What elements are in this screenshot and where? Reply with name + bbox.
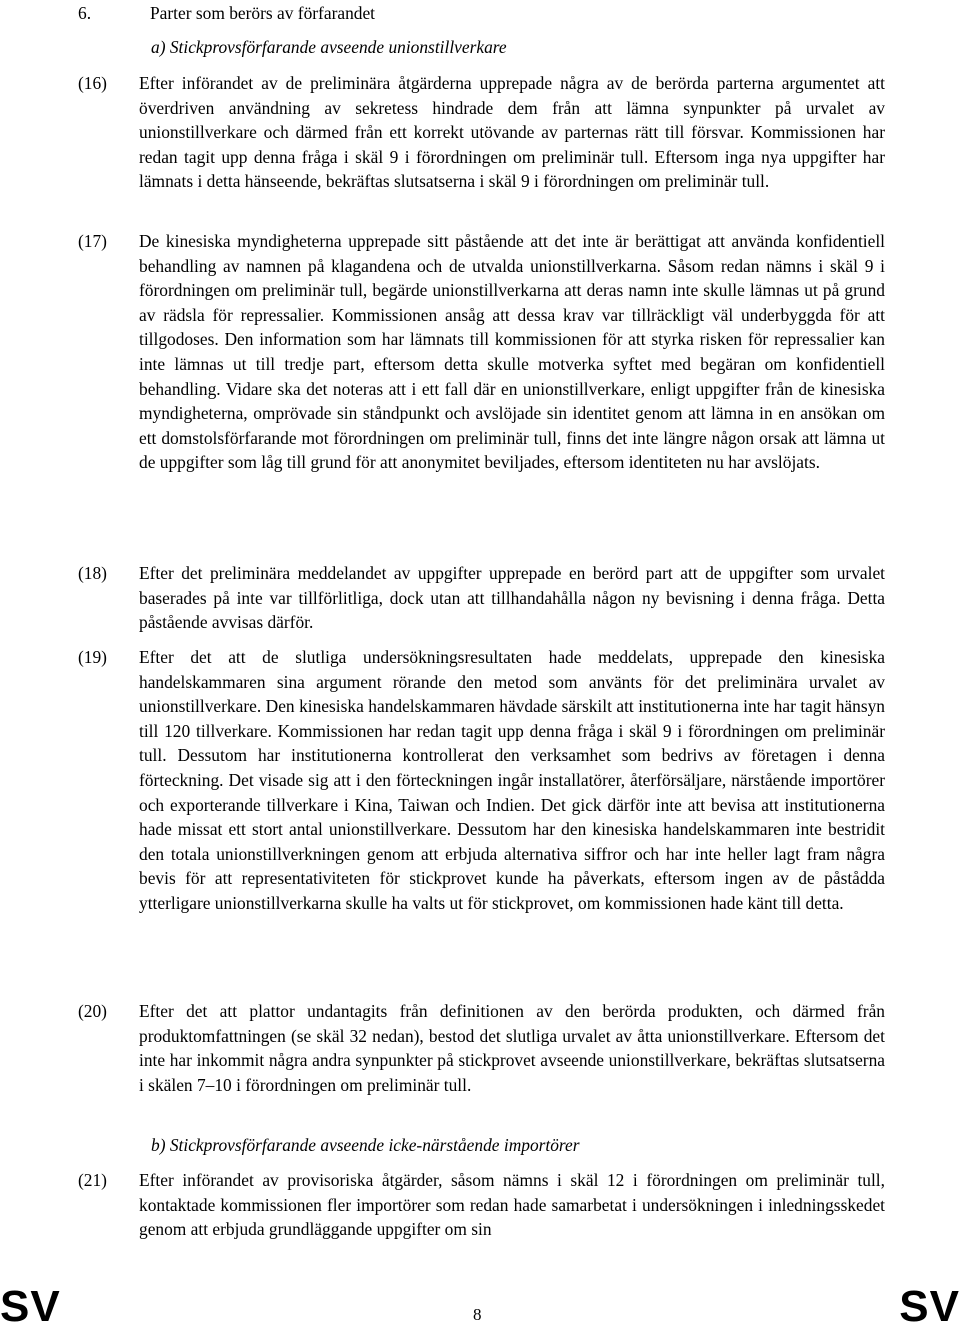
- paragraph-text: Efter det att de slutliga undersökningsresultaten hade meddelats, upprepade den kinesiska handelskammaren sina argument rörande den metod som använts för det preliminära urvalet av unionstillverkare. Den kinesiska handelskammaren hävdade särskilt att institutionerna inte har tagit hänsyn till 120 tillverkare. Kommissionen har redan tagit upp denna fråga i skäl 9 i förordningen om preliminär tull. Dessutom har institutionerna kontrollerat den verksamhet som bedrivs av företagen i denna förteckning. Det visade sig att i den förteckningen ingår installatörer, återförsäljare, närstående importörer och exporterande tillverkare i Kina, Taiwan och Indien. Det gick därför inte att bevisa att institutionerna hade missat ett stort antal unionstillverkare. Dessutom har den kinesiska handelskammaren inte bestridit den totala unionstillverkningen genom att erbjuda alternativa siffror och har inte heller lagt fram några bevis för att representativiteten för stickprovet kunde ha påverkats, eftersom ingen av de påstådda ytterligare unionstillverkarna skulle ha valts ut för stickprovet, om kommissionen hade känt till detta.: [139, 647, 885, 913]
- language-code-left: SV: [0, 1282, 61, 1331]
- language-code-right: SV: [899, 1282, 960, 1331]
- paragraph-number: (20): [78, 1001, 107, 1021]
- paragraph-text: De kinesiska myndigheterna upprepade sitt påstående att det inte är berättigat att använda konfidentiell behandling av namnen på klagandena och de utvalda unionstillverkarna. Såsom redan nämns i skäl 9 i förordningen om preliminär tull, begärde unionstillverkarna att deras namn inte skulle lämnas ut på grund av rädsla för repressalier. Kommissionen ansåg att dessa krav var tillräckligt väl underbyggda för att tillgodoses. Den information som har lämnats till kommissionen för att styrka risken för repressalier kan inte lämnas ut till tredje part, eftersom detta skulle motverka syftet med begäran om konfidentiell behandling. Vidare ska det noteras att i ett fall där en unionstillverkare, enligt uppgifter från de kinesiska myndigheterna, omprövade sin ståndpunkt och avslöjade sin identitet genom att lämna in en ansökan om ett domstolsförfarande mot förordningen om preliminär tull, finns det inte längre någon orsak att lämna ut de uppgifter som låg till grund för att anonymitet beviljades, eftersom identiteten nu har avslöjats.: [139, 231, 885, 473]
- section-heading: [78, 2, 375, 24]
- paragraph-17: [78, 229, 885, 475]
- paragraph-text: Efter det att plattor undantagits från definitionen av den berörda produkten, och därmed från produktomfattningen (se skäl 32 nedan), bestod det slutliga urvalet av åtta unionstillverkare. Eftersom det inte har inkommit några andra synpunkter på stickprovet avseende unionstillverkare, bekräftas slutsatserna i skälen 7–10 i förordningen om preliminär tull.: [139, 1001, 885, 1095]
- page-number: 8: [473, 1305, 482, 1324]
- paragraph-21: [78, 1168, 885, 1242]
- paragraph-number: (16): [78, 73, 107, 93]
- paragraph-number: (21): [78, 1170, 107, 1190]
- paragraph-19: [78, 645, 885, 916]
- subheading-b: b) Stickprovsförfarande avseende icke-närstående importörer: [151, 1135, 580, 1155]
- paragraph-number: (18): [78, 563, 107, 583]
- paragraph-20: [78, 999, 885, 1097]
- section-title: Parter som berörs av förfarandet: [150, 3, 376, 23]
- paragraph-text: Efter det preliminära meddelandet av uppgifter upprepade en berörd part att de uppgifter som urvalet baserades på inte var tillförlitliga, dock utan att tillhandahålla någon ny bevisning i denna fråga. Detta påstående avvisas därför.: [139, 563, 885, 633]
- paragraph-text: Efter införandet av provisoriska åtgärder, såsom nämns i skäl 12 i förordningen om preliminär tull, kontaktade kommissionen fler importörer som redan hade samarbetat i undersökningen i inledningsskedet genom att erbjuda grundläggande uppgifter om sin: [139, 1170, 885, 1240]
- paragraph-text: Efter införandet av de preliminära åtgärderna upprepade några av de berörda parterna argumentet att överdriven användning av sekretess hindrade dem från att lämna synpunkter på urvalet av unionstillverkare och därmed från ett korrekt utövande av parternas rätt till försvar. Kommissionen har redan tagit upp denna fråga i skäl 9 i förordningen om preliminär tull. Eftersom inga nya uppgifter har lämnats i detta hänseende, bekräftas slutsatserna i skäl 9 i förordningen om preliminär tull.: [139, 73, 885, 192]
- section-number: 6.: [78, 3, 92, 23]
- paragraph-18: [78, 561, 885, 635]
- paragraph-16: [78, 71, 885, 194]
- subheading-a: a) Stickprovsförfarande avseende unionstillverkare: [151, 37, 507, 57]
- paragraph-number: (19): [78, 647, 107, 667]
- paragraph-number: (17): [78, 231, 107, 251]
